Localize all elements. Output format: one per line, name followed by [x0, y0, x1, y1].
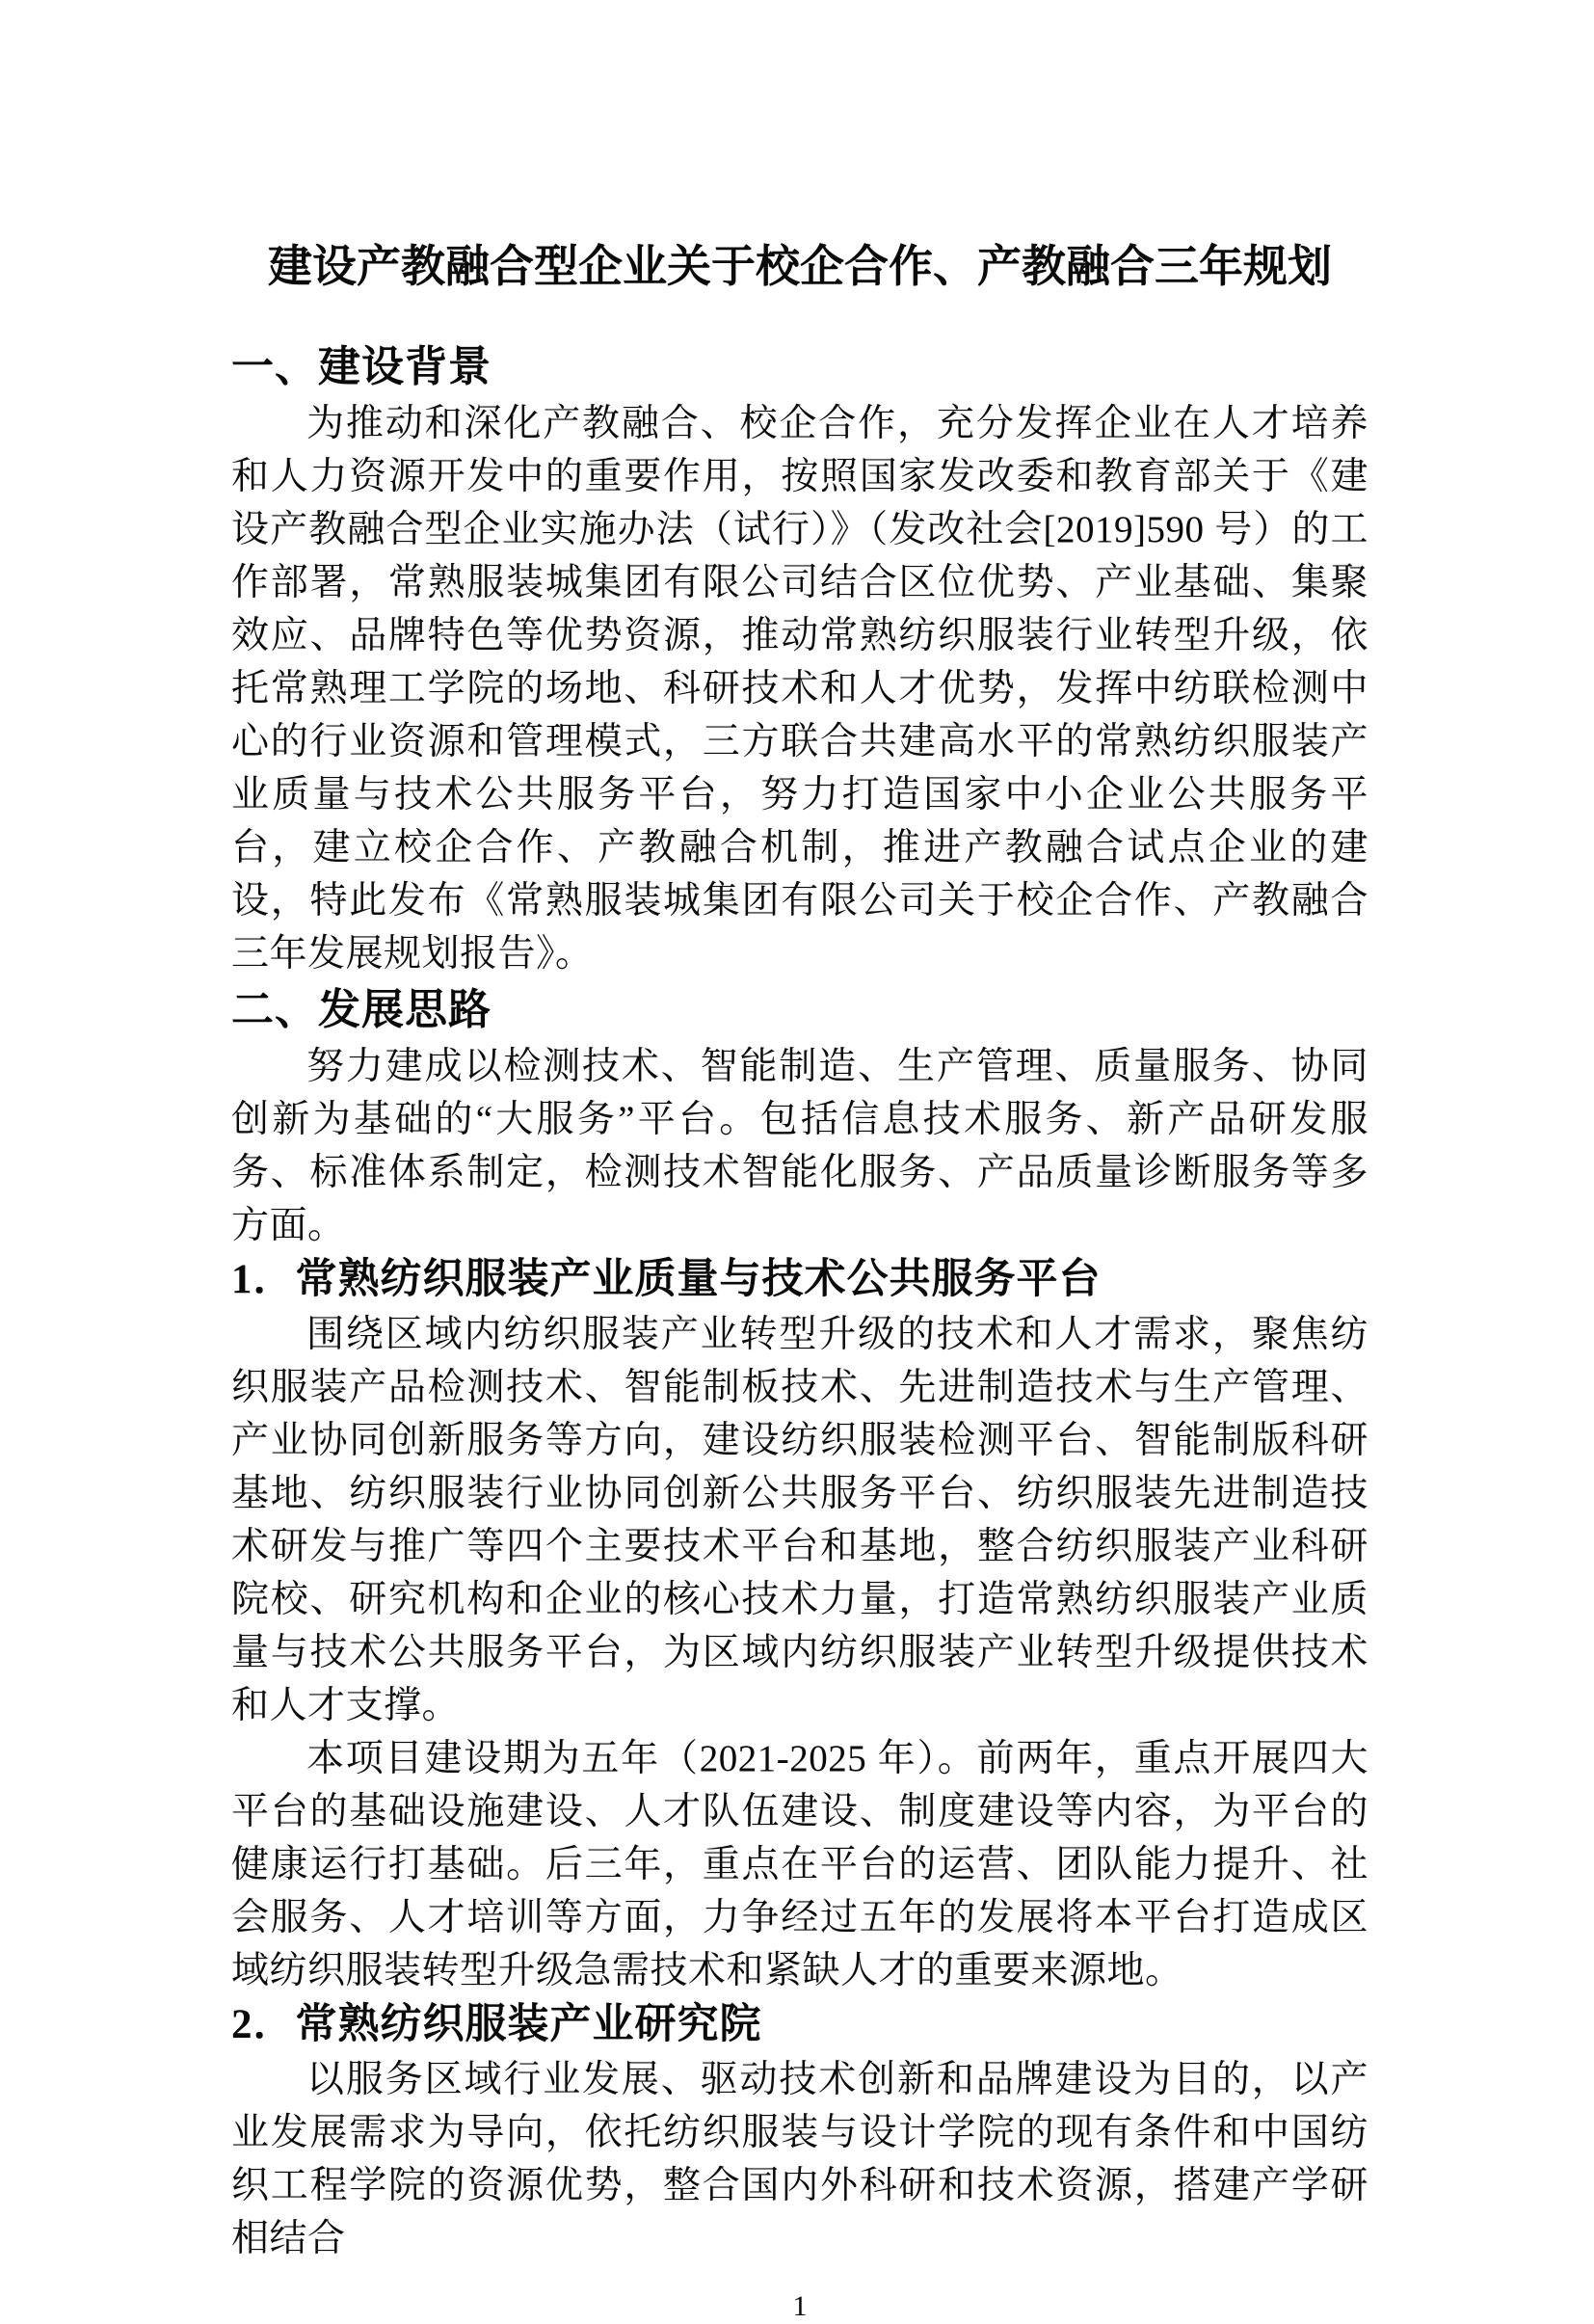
paragraph-platform-scope: 围绕区域内纺织服装产业转型升级的技术和人才需求，聚焦纺织服装产品检测技术、智能制板技术、先进制造技术与生产管理、产业协同创新服务等方向，建设纺织服装检测平台、智能制版科研基地、纺织服装行业协同创新公共服务平台、纺织服装先进制造技术研发与推广等四个主要技术平台和基地，整合纺织服装产业科研院校、研究机构和企业的核心技术力量，打造常熟纺织服装产业质量与技术公共服务平台，为区域内纺织服装产业转型升级提供技术和人才支撑。: [231, 1314, 1368, 1726]
subsection-heading-service-platform: 1．常熟纺织服装产业质量与技术公共服务平台: [231, 1257, 1102, 1302]
subsection-heading-research-institute: 2．常熟纺织服装产业研究院: [231, 2002, 762, 2047]
section-heading-background: 一、建设背景: [231, 343, 491, 390]
section-heading-development-ideas: 二、发展思路: [231, 986, 491, 1033]
paragraph-development-intro: 努力建成以检测技术、智能制造、生产管理、质量服务、协同创新为基础的“大服务”平台。包括信息技术服务、新产品研发服务、标准体系制定，检测技术智能化服务、产品质量诊断服务等多方面。: [231, 1046, 1368, 1246]
paragraph-institute-intro: 以服务区域行业发展、驱动技术创新和品牌建设为目的，以产业发展需求为导向，依托纺织服装与设计学院的现有条件和中国纺织工程学院的资源优势，整合国内外科研和技术资源，搭建产学研相结合: [231, 2059, 1368, 2259]
page-number: 1: [792, 2290, 808, 2322]
document-title: 建设产教融合型企业关于校企合作、产教融合三年规划: [268, 241, 1332, 291]
paragraph-background: 为推动和深化产教融合、校企合作，充分发挥企业在人才培养和人力资源开发中的重要作用，按照国家发改委和教育部关于《建设产教融合型企业实施办法（试行）》（发改社会[2019]590 号）的工作部署，常熟服装城集团有限公司结合区位优势、产业基础、集聚效应、品牌特色等优势资源，推动常熟纺织服装行业转型升级，依托常熟理工学院的场地、科研技术和人才优势，发挥中纺联检测中心的行业资源和管理模式，三方联合共建高水平的常熟纺织服装产业质量与技术公共服务平台，努力打造国家中小企业公共服务平台，建立校企合作、产教融合机制，推进产教融合试点企业的建设，特此发布《常熟服装城集团有限公司关于校企合作、产教融合三年发展规划报告》。: [231, 403, 1368, 975]
paragraph-platform-schedule: 本项目建设期为五年（2021-2025 年）。前两年，重点开展四大平台的基础设施建设、人才队伍建设、制度建设等内容，为平台的健康运行打基础。后三年，重点在平台的运营、团队能力提升、社会服务、人才培训等方面，力争经过五年的发展将本平台打造成区域纺织服装转型升级急需技术和紧缺人才的重要来源地。: [231, 1738, 1368, 1991]
